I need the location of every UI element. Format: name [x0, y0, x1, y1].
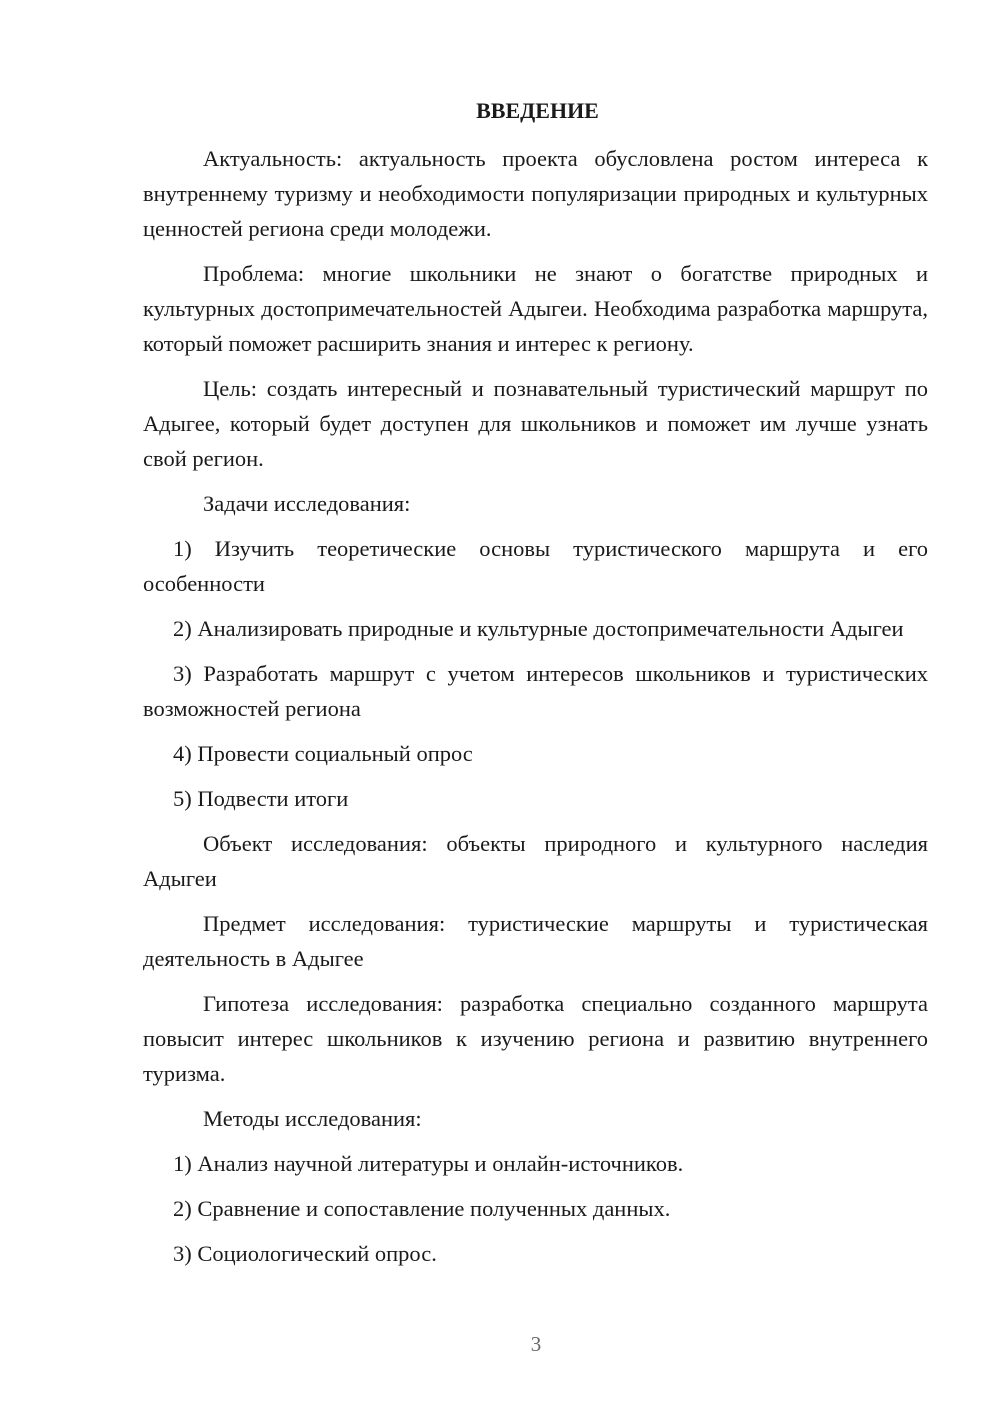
task-item-3: 3) Разработать маршрут с учетом интересов школьников и туристических возможностей региона	[143, 661, 928, 721]
task-item-5: 5) Подвести итоги	[173, 786, 349, 811]
tasks-heading: Задачи исследования:	[203, 491, 411, 516]
page-body	[143, 94, 928, 1281]
hypothesis-paragraph: Гипотеза исследования: разработка специально созданного маршрута повысит интерес школьников к изучению региона и развитию внутреннего туризма.	[143, 991, 928, 1086]
method-item-1: 1) Анализ научной литературы и онлайн-источников.	[173, 1151, 684, 1176]
page-number: 3	[530, 1332, 542, 1356]
task-item-2: 2) Анализировать природные и культурные достопримечательности Адыгеи	[173, 616, 904, 641]
object-paragraph: Объект исследования: объекты природного и культурного наследия Адыгеи	[143, 831, 928, 891]
goal-paragraph: Цель: создать интересный и познавательный туристический маршрут по Адыгее, который будет доступен для школьников и поможет им лучше узнать свой регион.	[143, 376, 928, 471]
section-title: ВВЕДЕНИЕ	[476, 98, 599, 123]
method-item-3: 3) Социологический опрос.	[173, 1241, 437, 1266]
relevance-paragraph: Актуальность: актуальность проекта обусловлена ростом интереса к внутреннему туризму и необходимости популяризации природных и культурных ценностей региона среди молодежи.	[143, 146, 928, 241]
problem-paragraph: Проблема: многие школьники не знают о богатстве природных и культурных достопримечательностей Адыгеи. Необходима разработка маршрута, который поможет расширить знания и интерес к региону.	[143, 261, 928, 356]
method-item-2: 2) Сравнение и сопоставление полученных данных.	[173, 1196, 671, 1221]
methods-heading: Методы исследования:	[203, 1106, 422, 1131]
task-item-1: 1) Изучить теоретические основы туристического маршрута и его особенности	[143, 536, 928, 596]
task-item-4: 4) Провести социальный опрос	[173, 741, 473, 766]
subject-paragraph: Предмет исследования: туристические маршруты и туристическая деятельность в Адыгее	[143, 911, 928, 971]
